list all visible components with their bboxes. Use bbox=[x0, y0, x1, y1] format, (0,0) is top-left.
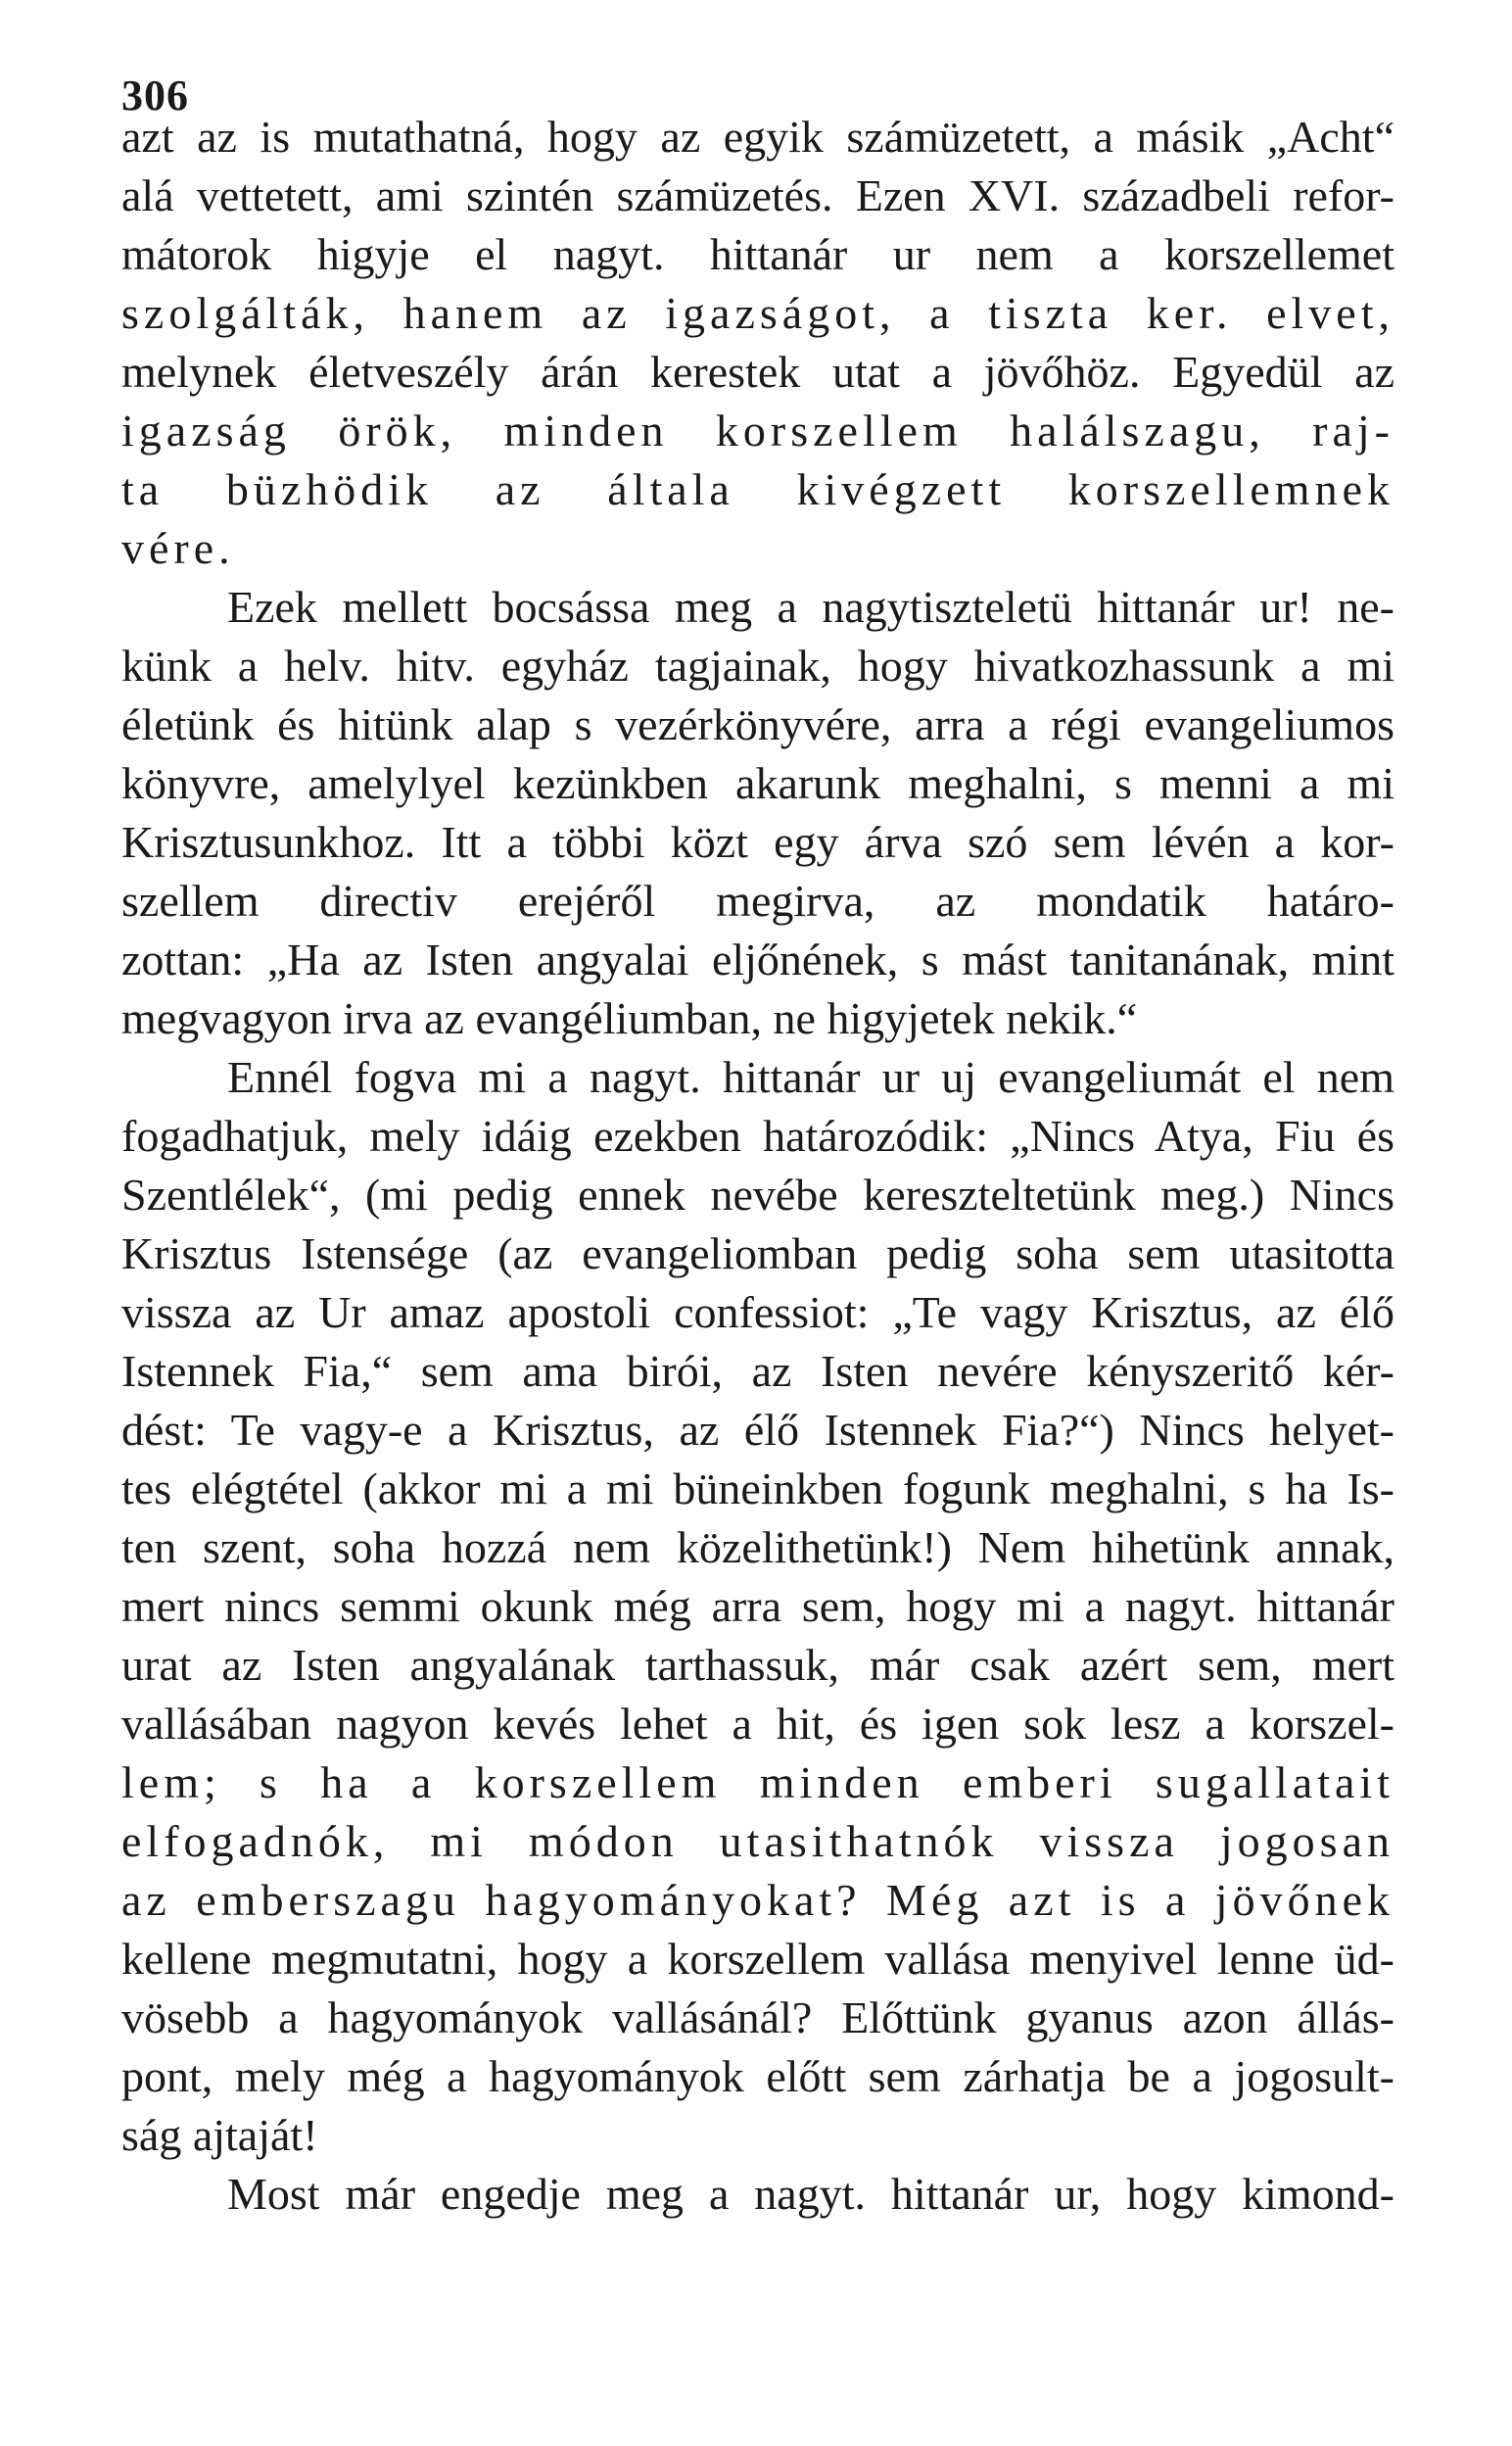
text-line: ság ajtaját! bbox=[121, 2110, 318, 2160]
text-line: tes elégtétel (akkor mi a mi büneinkben fogunk meghalni, s ha Is- bbox=[121, 1463, 1394, 1513]
text-line: dést: Te vagy-e a Krisztus, az élő Istennek Fia?“) Nincs helyet- bbox=[121, 1405, 1394, 1455]
text-line: mert nincs semmi okunk még arra sem, hogy mi a nagyt. hittanár bbox=[121, 1581, 1394, 1631]
text-line: Krisztusunkhoz. Itt a többi közt egy árva szó sem lévén a kor- bbox=[121, 817, 1394, 867]
text-line: urat az Isten angyalának tarthassuk, már csak azért sem, mert bbox=[121, 1640, 1394, 1690]
text-line: szellem directiv erejéről megirva, az mondatik határo- bbox=[121, 876, 1394, 926]
text-line: fogadhatjuk, mely idáig ezekben határozódik: „Nincs Atya, Fiu és bbox=[121, 1111, 1394, 1161]
text-line: künk a helv. hitv. egyház tagjainak, hogy hivatkozhassunk a mi bbox=[121, 641, 1394, 691]
text-line: könyvre, amelylyel kezünkben akarunk meghalni, s menni a mi bbox=[121, 758, 1394, 808]
text-line: életünk és hitünk alap s vezérkönyvére, arra a régi evangeliumos bbox=[121, 699, 1394, 749]
text-line: ta büzhödik az általa kivégzett korszellemnek bbox=[121, 464, 1394, 514]
text-line: elfogadnók, mi módon utasithatnók vissza jogosan bbox=[121, 1816, 1394, 1866]
text-line: ten szent, soha hozzá nem közelithetünk!) Nem hihetünk annak, bbox=[121, 1522, 1394, 1572]
text-line: kellene megmutatni, hogy a korszellem vallása menyivel lenne üd- bbox=[121, 1934, 1394, 1984]
text-line: Krisztus Istensége (az evangeliomban pedig soha sem utasitotta bbox=[121, 1228, 1394, 1278]
text-line: Ennél fogva mi a nagyt. hittanár ur uj evangeliumát el nem bbox=[227, 1052, 1394, 1102]
text-line: zottan: „Ha az Isten angyalai eljőnének, s mást tanitanának, mint bbox=[121, 935, 1394, 984]
text-line: megvagyon irva az evangéliumban, ne higyjetek nekik.“ bbox=[121, 993, 1138, 1043]
text-line: vissza az Ur amaz apostoli confessiot: „Te vagy Krisztus, az élő bbox=[121, 1287, 1394, 1337]
text-line: alá vettetett, ami szintén számüzetés. Ezen XVI. századbeli refor- bbox=[121, 170, 1394, 220]
text-line: igazság örök, minden korszellem halálszagu, raj- bbox=[121, 406, 1394, 456]
text-line: mátorok higyje el nagyt. hittanár ur nem a korszellemet bbox=[121, 229, 1394, 279]
text-line: lem; s ha a korszellem minden emberi sugallatait bbox=[121, 1757, 1394, 1807]
text-line: az emberszagu hagyományokat? Még azt is a jövőnek bbox=[121, 1875, 1394, 1925]
text-line: Szentlélek“, (mi pedig ennek nevébe kereszteltetünk meg.) Nincs bbox=[121, 1170, 1394, 1220]
text-line: melynek életveszély árán kerestek utat a jövőhöz. Egyedül az bbox=[121, 347, 1394, 397]
text-line: Ezek mellett bocsássa meg a nagytiszteletü hittanár ur! ne- bbox=[227, 582, 1394, 632]
text-line: Istennek Fia,“ sem ama birói, az Isten nevére kényszeritő kér- bbox=[121, 1346, 1394, 1396]
text-line: azt az is mutathatná, hogy az egyik számüzetett, a másik „Acht“ bbox=[121, 112, 1394, 162]
text-line: pont, mely még a hagyományok előtt sem zárhatja be a jogosult- bbox=[121, 2051, 1394, 2101]
page-number: 306 bbox=[121, 72, 189, 120]
text-line: szolgálták, hanem az igazságot, a tiszta ker. elvet, bbox=[121, 288, 1394, 338]
text-line: vallásában nagyon kevés lehet a hit, és igen sok lesz a korszel- bbox=[121, 1699, 1394, 1749]
text-line: vösebb a hagyományok vallásánál? Előttünk gyanus azon állás- bbox=[121, 1992, 1394, 2042]
text-line: vére. bbox=[121, 523, 235, 573]
text-line: Most már engedje meg a nagyt. hittanár ur, hogy kimond- bbox=[227, 2169, 1394, 2219]
